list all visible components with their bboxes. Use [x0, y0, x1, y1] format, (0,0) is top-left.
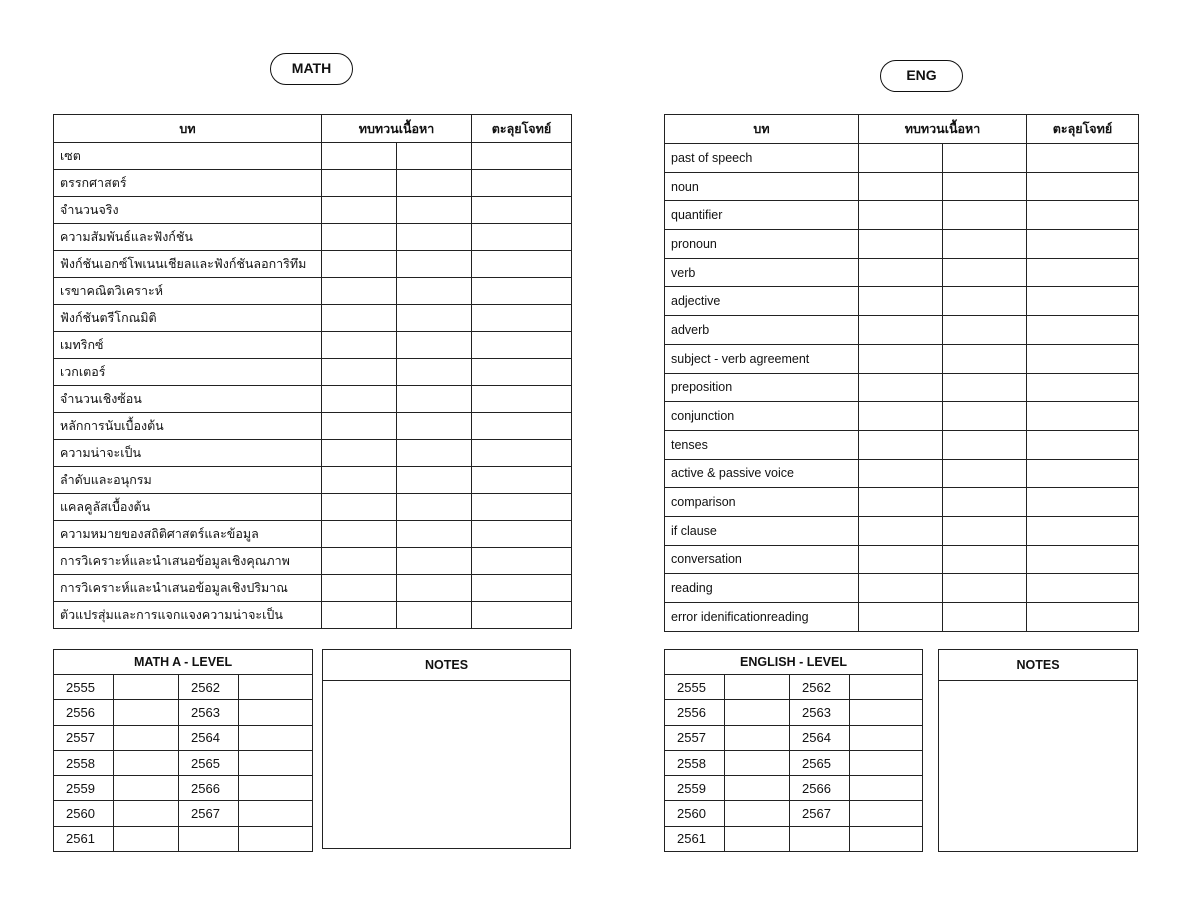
- math-chapter-label: ความน่าจะเป็น: [54, 440, 322, 467]
- eng-chapter-row: [665, 574, 1139, 603]
- math-review-check-1-cell[interactable]: [322, 440, 397, 467]
- eng-practice-check-cell[interactable]: [1027, 402, 1139, 431]
- math-chapter-row: [54, 467, 572, 494]
- eng-review-check-2-cell[interactable]: [943, 488, 1027, 517]
- math-chapter-label: เรขาคณิตวิเคราะห์: [54, 278, 322, 305]
- math-review-check-2-cell[interactable]: [397, 386, 472, 413]
- eng-year-score-cell[interactable]: [725, 675, 790, 700]
- math-year-score-cell[interactable]: [114, 700, 179, 725]
- math-notes-title: NOTES: [323, 650, 570, 681]
- math-chapter-label: ลำดับและอนุกรม: [54, 467, 322, 494]
- math-review-check-2-cell[interactable]: [397, 224, 472, 251]
- math-chapter-row: [54, 386, 572, 413]
- math-chapter-label: จำนวนจริง: [54, 197, 322, 224]
- math-review-check-1-cell[interactable]: [322, 170, 397, 197]
- eng-level-table: [664, 649, 923, 852]
- eng-review-check-2-cell[interactable]: [943, 430, 1027, 459]
- eng-level-row: [665, 700, 923, 725]
- eng-level-row: [665, 801, 923, 826]
- math-chapter-label: ความหมายของสถิติศาสตร์และข้อมูล: [54, 521, 322, 548]
- eng-year-score-cell[interactable]: [850, 725, 923, 750]
- math-year-score-cell[interactable]: [239, 776, 313, 801]
- eng-practice-check-cell[interactable]: [1027, 258, 1139, 287]
- math-chapter-label: หลักการนับเบื้องต้น: [54, 413, 322, 440]
- math-year-score-cell[interactable]: [114, 826, 179, 851]
- math-header-chapter: บท: [54, 115, 322, 143]
- math-practice-check-cell[interactable]: [472, 170, 572, 197]
- eng-chapter-row: [665, 603, 1139, 632]
- math-review-check-2-cell[interactable]: [397, 494, 472, 521]
- math-practice-check-cell[interactable]: [472, 197, 572, 224]
- math-chapter-row: [54, 332, 572, 359]
- math-chapter-row: [54, 224, 572, 251]
- math-review-check-2-cell[interactable]: [397, 413, 472, 440]
- math-notes-box[interactable]: [322, 649, 571, 849]
- eng-chapter-row: [665, 545, 1139, 574]
- eng-review-check-2-cell[interactable]: [943, 459, 1027, 488]
- eng-review-check-1-cell[interactable]: [859, 230, 943, 259]
- eng-practice-check-cell[interactable]: [1027, 344, 1139, 373]
- eng-chapter-row: [665, 287, 1139, 316]
- math-year-label: 2562: [179, 675, 239, 700]
- math-practice-check-cell[interactable]: [472, 413, 572, 440]
- math-chapter-label: ตรรกศาสตร์: [54, 170, 322, 197]
- eng-chapter-label: past of speech: [665, 144, 859, 173]
- math-year-score-cell[interactable]: [114, 776, 179, 801]
- math-chapter-label: จำนวนเชิงซ้อน: [54, 386, 322, 413]
- math-review-check-1-cell[interactable]: [322, 548, 397, 575]
- eng-topics-table: [664, 114, 1139, 632]
- math-chapter-label: เมทริกซ์: [54, 332, 322, 359]
- math-review-check-1-cell[interactable]: [322, 602, 397, 629]
- eng-review-check-2-cell[interactable]: [943, 316, 1027, 345]
- eng-year-label: 2558: [665, 750, 725, 775]
- eng-chapter-row: [665, 459, 1139, 488]
- math-practice-check-cell[interactable]: [472, 224, 572, 251]
- math-chapter-row: [54, 413, 572, 440]
- math-review-check-1-cell[interactable]: [322, 251, 397, 278]
- math-review-check-1-cell[interactable]: [322, 143, 397, 170]
- math-chapter-row: [54, 602, 572, 629]
- eng-chapter-row: [665, 258, 1139, 287]
- math-practice-check-cell[interactable]: [472, 440, 572, 467]
- math-year-score-cell[interactable]: [239, 675, 313, 700]
- eng-review-check-2-cell[interactable]: [943, 172, 1027, 201]
- eng-practice-check-cell[interactable]: [1027, 459, 1139, 488]
- eng-year-label: 2561: [665, 826, 725, 851]
- eng-chapter-label: tenses: [665, 430, 859, 459]
- eng-practice-check-cell[interactable]: [1027, 430, 1139, 459]
- eng-review-check-1-cell[interactable]: [859, 430, 943, 459]
- math-year-label: 2561: [54, 826, 114, 851]
- math-review-check-2-cell[interactable]: [397, 197, 472, 224]
- eng-chapter-row: [665, 172, 1139, 201]
- math-practice-check-cell[interactable]: [472, 467, 572, 494]
- eng-practice-check-cell[interactable]: [1027, 201, 1139, 230]
- math-year-label: 2566: [179, 776, 239, 801]
- math-review-check-1-cell[interactable]: [322, 305, 397, 332]
- eng-review-check-1-cell[interactable]: [859, 258, 943, 287]
- eng-practice-check-cell[interactable]: [1027, 574, 1139, 603]
- math-chapter-label: เซต: [54, 143, 322, 170]
- eng-review-check-1-cell[interactable]: [859, 344, 943, 373]
- math-title: MATH: [291, 60, 332, 76]
- eng-year-score-cell[interactable]: [850, 675, 923, 700]
- math-review-check-2-cell[interactable]: [397, 170, 472, 197]
- eng-practice-check-cell[interactable]: [1027, 545, 1139, 574]
- eng-practice-check-cell[interactable]: [1027, 603, 1139, 632]
- eng-review-check-1-cell[interactable]: [859, 373, 943, 402]
- math-review-check-2-cell[interactable]: [397, 602, 472, 629]
- math-review-check-1-cell[interactable]: [322, 386, 397, 413]
- eng-chapter-label: verb: [665, 258, 859, 287]
- eng-practice-check-cell[interactable]: [1027, 144, 1139, 173]
- math-review-check-1-cell[interactable]: [322, 197, 397, 224]
- eng-chapter-row: [665, 488, 1139, 517]
- eng-review-check-2-cell[interactable]: [943, 402, 1027, 431]
- math-chapter-row: [54, 170, 572, 197]
- math-review-check-1-cell[interactable]: [322, 494, 397, 521]
- eng-chapter-row: [665, 516, 1139, 545]
- eng-year-label: 2555: [665, 675, 725, 700]
- math-chapter-label: แคลคูลัสเบื้องต้น: [54, 494, 322, 521]
- eng-level-row: [665, 776, 923, 801]
- eng-year-label: 2559: [665, 776, 725, 801]
- eng-level-title: ENGLISH - LEVEL: [665, 650, 923, 675]
- math-chapter-label: เวกเตอร์: [54, 359, 322, 386]
- math-level-row: [54, 750, 313, 775]
- math-year-score-cell[interactable]: [114, 750, 179, 775]
- math-level-row: [54, 675, 313, 700]
- math-year-label: 2565: [179, 750, 239, 775]
- math-review-check-2-cell[interactable]: [397, 359, 472, 386]
- eng-review-check-1-cell[interactable]: [859, 603, 943, 632]
- math-level-row: [54, 776, 313, 801]
- eng-year-label: 2563: [790, 700, 850, 725]
- eng-title-badge: [880, 60, 963, 92]
- math-chapter-row: [54, 521, 572, 548]
- eng-chapter-label: subject - verb agreement: [665, 344, 859, 373]
- math-review-check-1-cell[interactable]: [322, 413, 397, 440]
- math-review-check-2-cell[interactable]: [397, 332, 472, 359]
- eng-practice-check-cell[interactable]: [1027, 230, 1139, 259]
- math-year-label: 2555: [54, 675, 114, 700]
- math-chapter-label: ฟังก์ชันเอกซ์โพเนนเชียลและฟังก์ชันลอการิทึม: [54, 251, 322, 278]
- math-review-check-2-cell[interactable]: [397, 521, 472, 548]
- eng-title: ENG: [906, 67, 937, 83]
- math-year-score-cell[interactable]: [114, 675, 179, 700]
- eng-chapter-row: [665, 201, 1139, 230]
- math-practice-check-cell[interactable]: [472, 386, 572, 413]
- math-review-check-2-cell[interactable]: [397, 440, 472, 467]
- math-practice-check-cell[interactable]: [472, 332, 572, 359]
- eng-year-score-cell[interactable]: [725, 776, 790, 801]
- eng-practice-check-cell[interactable]: [1027, 516, 1139, 545]
- eng-review-check-2-cell[interactable]: [943, 373, 1027, 402]
- math-practice-check-cell[interactable]: [472, 602, 572, 629]
- math-level-row: [54, 801, 313, 826]
- math-chapter-label: การวิเคราะห์และนำเสนอข้อมูลเชิงปริมาณ: [54, 575, 322, 602]
- math-chapter-label: ความสัมพันธ์และฟังก์ชัน: [54, 224, 322, 251]
- math-year-score-cell[interactable]: [239, 750, 313, 775]
- math-chapter-row: [54, 359, 572, 386]
- math-year-label: 2558: [54, 750, 114, 775]
- math-chapter-row: [54, 197, 572, 224]
- math-year-score-cell[interactable]: [114, 801, 179, 826]
- eng-review-check-1-cell[interactable]: [859, 516, 943, 545]
- eng-level-row: [665, 826, 923, 851]
- eng-year-score-cell[interactable]: [725, 826, 790, 851]
- math-year-label: 2557: [54, 725, 114, 750]
- eng-year-label: 2564: [790, 725, 850, 750]
- math-chapter-label: ตัวแปรสุ่มและการแจกแจงความน่าจะเป็น: [54, 602, 322, 629]
- math-year-label: [179, 826, 239, 851]
- eng-review-check-2-cell[interactable]: [943, 287, 1027, 316]
- math-chapter-row: [54, 143, 572, 170]
- eng-chapter-label: quantifier: [665, 201, 859, 230]
- eng-review-check-2-cell[interactable]: [943, 201, 1027, 230]
- math-practice-check-cell[interactable]: [472, 278, 572, 305]
- eng-practice-check-cell[interactable]: [1027, 287, 1139, 316]
- eng-level-row: [665, 725, 923, 750]
- math-year-score-cell[interactable]: [239, 801, 313, 826]
- math-review-check-2-cell[interactable]: [397, 467, 472, 494]
- math-chapter-row: [54, 305, 572, 332]
- eng-notes-box[interactable]: [938, 649, 1138, 852]
- eng-year-label: 2560: [665, 801, 725, 826]
- eng-chapter-label: preposition: [665, 373, 859, 402]
- eng-year-score-cell[interactable]: [850, 826, 923, 851]
- eng-year-label: 2565: [790, 750, 850, 775]
- eng-chapter-row: [665, 316, 1139, 345]
- eng-year-label: 2557: [665, 725, 725, 750]
- math-level-title: MATH A - LEVEL: [54, 650, 313, 675]
- eng-review-check-1-cell[interactable]: [859, 316, 943, 345]
- math-chapter-row: [54, 440, 572, 467]
- math-practice-check-cell[interactable]: [472, 359, 572, 386]
- eng-chapter-label: error idenificationreading: [665, 603, 859, 632]
- eng-year-score-cell[interactable]: [725, 750, 790, 775]
- math-year-score-cell[interactable]: [239, 826, 313, 851]
- math-chapter-row: [54, 251, 572, 278]
- math-chapter-label: การวิเคราะห์และนำเสนอข้อมูลเชิงคุณภาพ: [54, 548, 322, 575]
- math-review-check-2-cell[interactable]: [397, 305, 472, 332]
- math-topics-table: [53, 114, 572, 629]
- eng-level-row: [665, 675, 923, 700]
- math-year-label: 2560: [54, 801, 114, 826]
- eng-review-check-1-cell[interactable]: [859, 574, 943, 603]
- math-practice-check-cell[interactable]: [472, 494, 572, 521]
- math-year-score-cell[interactable]: [239, 725, 313, 750]
- eng-review-check-2-cell[interactable]: [943, 344, 1027, 373]
- math-practice-check-cell[interactable]: [472, 575, 572, 602]
- eng-year-label: 2556: [665, 700, 725, 725]
- eng-chapter-label: conversation: [665, 545, 859, 574]
- eng-chapter-label: conjunction: [665, 402, 859, 431]
- math-chapter-row: [54, 548, 572, 575]
- math-practice-check-cell[interactable]: [472, 143, 572, 170]
- math-level-row: [54, 826, 313, 851]
- eng-chapter-label: comparison: [665, 488, 859, 517]
- math-title-badge: [270, 53, 353, 85]
- eng-practice-check-cell[interactable]: [1027, 488, 1139, 517]
- eng-review-check-2-cell[interactable]: [943, 230, 1027, 259]
- eng-review-check-1-cell[interactable]: [859, 459, 943, 488]
- eng-review-check-2-cell[interactable]: [943, 545, 1027, 574]
- eng-header-review: ทบทวนเนื้อหา: [859, 115, 1027, 144]
- eng-chapter-label: noun: [665, 172, 859, 201]
- eng-year-label: 2566: [790, 776, 850, 801]
- eng-year-score-cell[interactable]: [725, 725, 790, 750]
- math-level-table: [53, 649, 313, 852]
- eng-chapter-label: pronoun: [665, 230, 859, 259]
- eng-chapter-label: if clause: [665, 516, 859, 545]
- math-year-label: 2556: [54, 700, 114, 725]
- math-year-label: 2567: [179, 801, 239, 826]
- eng-chapter-label: active & passive voice: [665, 459, 859, 488]
- math-level-row: [54, 700, 313, 725]
- eng-review-check-2-cell[interactable]: [943, 144, 1027, 173]
- math-review-check-1-cell[interactable]: [322, 467, 397, 494]
- eng-year-label: 2567: [790, 801, 850, 826]
- math-review-check-2-cell[interactable]: [397, 548, 472, 575]
- math-review-check-1-cell[interactable]: [322, 224, 397, 251]
- math-review-check-2-cell[interactable]: [397, 575, 472, 602]
- math-review-check-1-cell[interactable]: [322, 278, 397, 305]
- math-practice-check-cell[interactable]: [472, 251, 572, 278]
- eng-chapter-row: [665, 344, 1139, 373]
- eng-year-score-cell[interactable]: [725, 801, 790, 826]
- math-review-check-2-cell[interactable]: [397, 251, 472, 278]
- eng-chapter-row: [665, 144, 1139, 173]
- math-review-check-2-cell[interactable]: [397, 278, 472, 305]
- math-year-label: 2564: [179, 725, 239, 750]
- math-chapter-row: [54, 494, 572, 521]
- eng-chapter-row: [665, 430, 1139, 459]
- math-review-check-2-cell[interactable]: [397, 143, 472, 170]
- eng-chapter-label: adverb: [665, 316, 859, 345]
- eng-practice-check-cell[interactable]: [1027, 316, 1139, 345]
- eng-year-score-cell[interactable]: [850, 801, 923, 826]
- math-practice-check-cell[interactable]: [472, 521, 572, 548]
- math-review-check-1-cell[interactable]: [322, 521, 397, 548]
- eng-review-check-2-cell[interactable]: [943, 258, 1027, 287]
- eng-practice-check-cell[interactable]: [1027, 172, 1139, 201]
- eng-year-label: [790, 826, 850, 851]
- eng-header-chapter: บท: [665, 115, 859, 144]
- eng-year-score-cell[interactable]: [850, 776, 923, 801]
- eng-review-check-1-cell[interactable]: [859, 488, 943, 517]
- eng-review-check-1-cell[interactable]: [859, 287, 943, 316]
- eng-year-label: 2562: [790, 675, 850, 700]
- math-header-review: ทบทวนเนื้อหา: [322, 115, 472, 143]
- eng-header-practice: ตะลุยโจทย์: [1027, 115, 1139, 144]
- math-practice-check-cell[interactable]: [472, 548, 572, 575]
- eng-year-score-cell[interactable]: [725, 700, 790, 725]
- eng-review-check-2-cell[interactable]: [943, 603, 1027, 632]
- math-level-row: [54, 725, 313, 750]
- math-review-check-1-cell[interactable]: [322, 359, 397, 386]
- eng-chapter-row: [665, 373, 1139, 402]
- eng-review-check-1-cell[interactable]: [859, 201, 943, 230]
- math-review-check-1-cell[interactable]: [322, 575, 397, 602]
- eng-year-score-cell[interactable]: [850, 750, 923, 775]
- eng-chapter-row: [665, 230, 1139, 259]
- math-year-score-cell[interactable]: [239, 700, 313, 725]
- eng-level-row: [665, 750, 923, 775]
- eng-review-check-1-cell[interactable]: [859, 402, 943, 431]
- eng-review-check-2-cell[interactable]: [943, 574, 1027, 603]
- math-practice-check-cell[interactable]: [472, 305, 572, 332]
- eng-chapter-label: reading: [665, 574, 859, 603]
- math-review-check-1-cell[interactable]: [322, 332, 397, 359]
- eng-review-check-1-cell[interactable]: [859, 545, 943, 574]
- eng-review-check-2-cell[interactable]: [943, 516, 1027, 545]
- math-year-label: 2559: [54, 776, 114, 801]
- math-chapter-label: ฟังก์ชันตรีโกณมิติ: [54, 305, 322, 332]
- eng-review-check-1-cell[interactable]: [859, 144, 943, 173]
- math-chapter-row: [54, 575, 572, 602]
- math-year-score-cell[interactable]: [114, 725, 179, 750]
- eng-year-score-cell[interactable]: [850, 700, 923, 725]
- eng-review-check-1-cell[interactable]: [859, 172, 943, 201]
- eng-practice-check-cell[interactable]: [1027, 373, 1139, 402]
- eng-notes-title: NOTES: [939, 650, 1137, 681]
- math-chapter-row: [54, 278, 572, 305]
- math-header-practice: ตะลุยโจทย์: [472, 115, 572, 143]
- eng-chapter-row: [665, 402, 1139, 431]
- math-year-label: 2563: [179, 700, 239, 725]
- eng-chapter-label: adjective: [665, 287, 859, 316]
